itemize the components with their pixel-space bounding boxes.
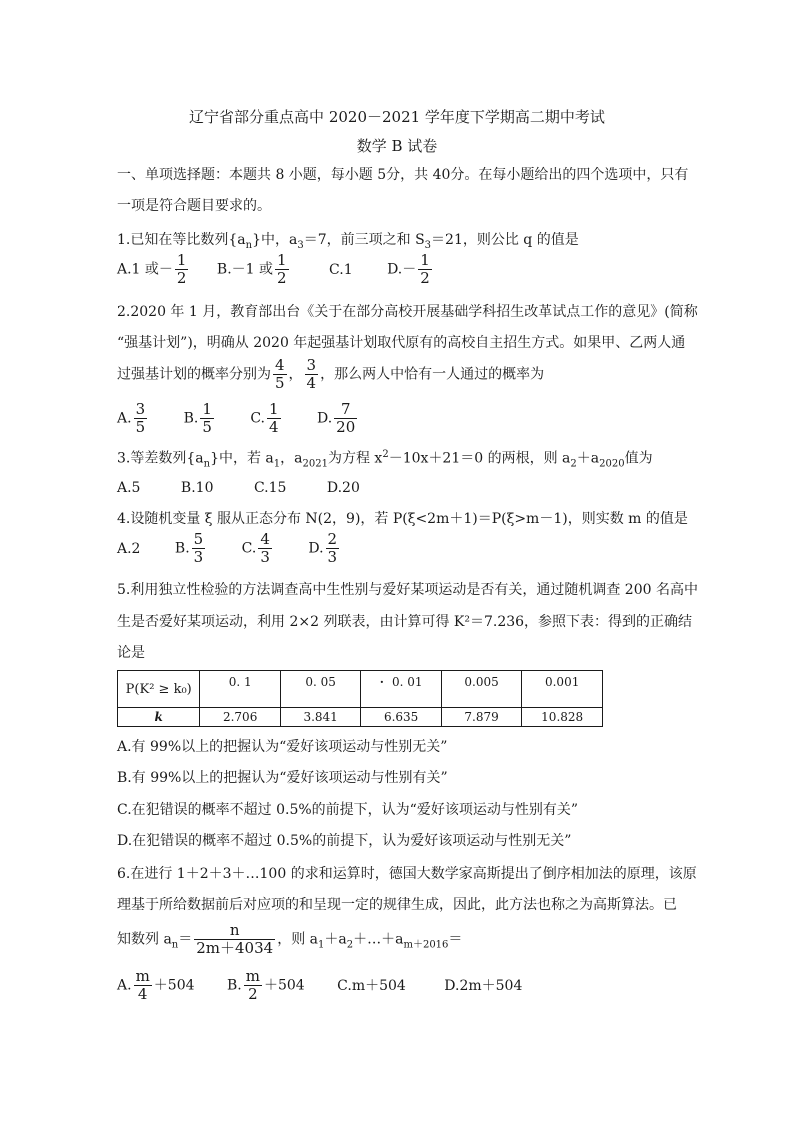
question-5-line2: 生是否爱好某项运动，利用 2×2 列联表，由计算可得 K²＝7.236，参照下表：得到的正确结: [117, 614, 693, 630]
question-2-line2: “强基计划”)，明确从 2020 年起强基计划取代原有的高校自主招生方式。如果甲、乙两人通: [117, 335, 686, 351]
question-2-line3: 过强基计划的概率分别为 $\frac{4}{5}$ ， $\frac{3}{4}$ ，那么两人中恰有一人通过的概率为: [117, 356, 545, 392]
q6-option-a[interactable]: A. $\frac{m}{4}$ ＋504: [117, 967, 195, 1003]
question-1-stem: 1.已知在等比数列$\{a_n\}$中，$a_3=7$，前三项之和 $S_3=21$，则公比 q 的值是: [117, 232, 579, 251]
question-6-line3: 知数列 $a_n=$ $\frac{n}{2m+4034}$ ，则 $a_1+a_2+\dots+a_{m+2016}=$: [117, 921, 463, 957]
table-cell: · 0. 01: [361, 671, 441, 708]
q4-option-d[interactable]: D. $\frac{2}{3}$: [308, 530, 338, 566]
q1-option-b[interactable]: B.－1 或 $\frac{1}{2}$: [216, 251, 287, 287]
table-cell: 10.828: [522, 708, 603, 727]
q4-option-a[interactable]: A.2: [117, 540, 141, 557]
page-subtitle: 数学 B 试卷: [356, 137, 438, 155]
q5-option-c[interactable]: C.在犯错误的概率不超过 0.5%的前提下，认为“爱好该项运动与性别有关”: [117, 802, 578, 818]
section-instructions-line1: 一、单项选择题：本题共 8 小题，每小题 5分，共 40分。在每小题给出的四个选项中，只有: [117, 167, 689, 183]
table-cell: 0.005: [441, 671, 521, 708]
q2-option-d[interactable]: D. $\frac{7}{20}$: [316, 400, 356, 436]
q1-option-d[interactable]: D.－ $\frac{1}{2}$: [387, 251, 430, 287]
question-1-options: [117, 252, 434, 287]
question-6-line2: 理基于所给数据前后对应项的和呈现一定的规律生成，因此，此方法也称之为高斯算法。已: [117, 897, 677, 913]
q5-option-d[interactable]: D.在犯错误的概率不超过 0.5%的前提下，认为爱好该项运动与性别无关”: [117, 833, 572, 849]
table-cell: 0. 1: [200, 671, 280, 708]
question-2-line1: 2.2020 年 1 月，教育部出台《关于在部分高校开展基础学科招生改革试点工作的意见》(简称: [117, 304, 698, 320]
table-cell: 7.879: [441, 708, 521, 727]
q2-option-a[interactable]: A. $\frac{3}{5}$: [117, 400, 146, 436]
question-3-stem: 3.等差数列$\{a_n\}$中，若 $a_1$，$a_{2021}$为方程 $x^2-10x+21=0$ 的两根，则 $a_2+a_{2020}$值为: [117, 449, 653, 470]
question-4-stem: 4.设随机变量 ξ 服从正态分布 N(2，9)，若 P(ξ<2m＋1)＝P(ξ>m－1)，则实数 m 的值是: [117, 511, 688, 527]
table-cell: 2.706: [200, 708, 280, 727]
table-header-k: k: [118, 708, 200, 727]
q3-option-b[interactable]: B.10: [180, 480, 214, 496]
question-4-options: [117, 531, 341, 566]
question-6-options: [117, 968, 522, 1003]
q6-option-c[interactable]: C.m＋504: [337, 977, 406, 994]
q6-option-d[interactable]: D.2m＋504: [444, 977, 523, 994]
question-3-options: [117, 478, 360, 498]
q3-option-a[interactable]: A.5: [117, 480, 141, 496]
q2-option-b[interactable]: B. $\frac{1}{5}$: [183, 400, 212, 436]
q1-option-a[interactable]: A.1 或－ $\frac{1}{2}$: [117, 251, 187, 287]
question-6-line1: 6.在进行 1＋2＋3＋…100 的求和运算时，德国大数学家高斯提出了倒序相加法的原理，该原: [117, 866, 697, 882]
question-5-line1: 5.利用独立性检验的方法调查高中生性别与爱好某项运动是否有关，通过随机调查 200 名高中: [117, 582, 698, 598]
q1-option-c[interactable]: C.1: [329, 261, 353, 278]
question-2-options: [117, 401, 359, 436]
q4-option-c[interactable]: C. $\frac{4}{3}$: [241, 530, 270, 566]
q4-option-b[interactable]: B. $\frac{5}{3}$: [174, 530, 204, 566]
q5-option-b[interactable]: B.有 99%以上的把握认为“爱好该项运动与性别有关”: [117, 770, 448, 786]
table-cell: 6.635: [361, 708, 441, 727]
table-cell: 3.841: [280, 708, 360, 727]
q2-option-c[interactable]: C. $\frac{1}{4}$: [250, 400, 279, 436]
q5-option-a[interactable]: A.有 99%以上的把握认为“爱好该项运动与性别无关”: [117, 739, 448, 755]
table-cell: 0. 05: [280, 671, 360, 708]
table-row: [118, 671, 603, 708]
q3-option-c[interactable]: C.15: [253, 480, 287, 496]
question-5-line3: 论是: [117, 645, 145, 661]
table-header-p: P(K² ≥ k₀): [118, 671, 200, 708]
section-instructions-line2: 一项是符合题目要求的。: [117, 198, 271, 214]
critical-value-table: [117, 670, 603, 727]
q3-option-d[interactable]: D.20: [326, 480, 360, 496]
table-cell: 0.001: [522, 671, 603, 708]
page-title: 辽宁省部分重点高中 2020－2021 学年度下学期高二期中考试: [189, 108, 605, 126]
table-row: [118, 708, 603, 727]
q6-option-b[interactable]: B. $\frac{m}{2}$ ＋504: [226, 967, 305, 1003]
stray-dot: ·: [379, 675, 384, 689]
